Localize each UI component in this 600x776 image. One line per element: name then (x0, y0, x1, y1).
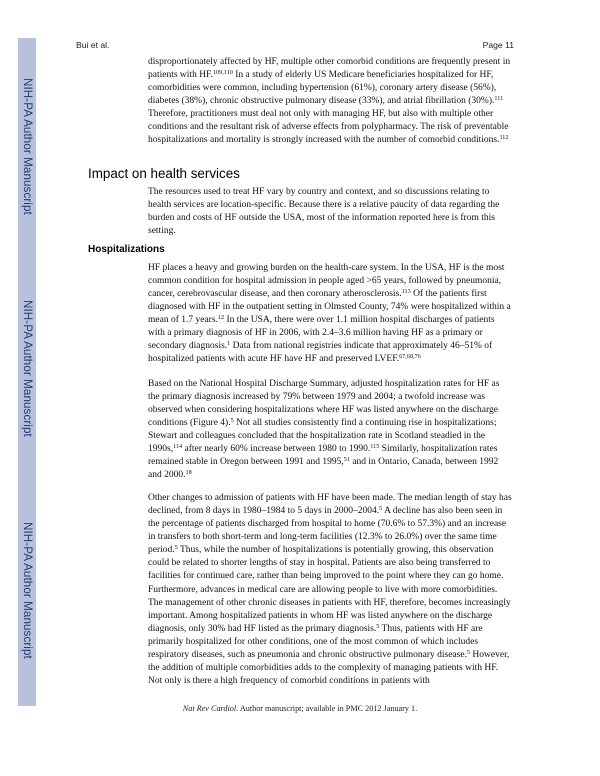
paragraph-comorbidities (148, 56, 512, 147)
paragraph-text (148, 56, 512, 147)
citation-superscript: 114 (173, 443, 183, 450)
text-run: Not all studies consistently find a continuing rise in hospitalizations; Stewart and colleagues concluded that the hospitalization rate in Scotland steadied in the 1990s, (148, 418, 497, 454)
text-run: Thus, patients with HF are primarily hospitalized for other conditions, one of the most common of which includes respiratory diseases, such as pneumonia and chronic obstructive pulmonary disease. (148, 624, 483, 660)
text-run: and in Ontario, Canada, between 1992 and 2000. (148, 457, 499, 480)
citation-superscript: 5 (376, 623, 380, 630)
text-run: Other changes to admission of patients with HF have been made. The median length of stay has declined, from 8 days in 1980–1984 to 5 days in 2000–2004. (148, 493, 512, 516)
sidebar-label-3: NIH-PA Author Manuscript (21, 522, 34, 659)
paragraph-comorbidities-advances (148, 584, 512, 688)
paragraph-text (148, 378, 512, 482)
text-run: In the USA, there were over 1.1 million hospital discharges of patients with a primary diagnosis of HF in 2006, with 2.4–3.6 million having HF as a primary or secondary diagnosis. (148, 315, 495, 351)
citation-superscript: 111 (494, 95, 504, 102)
citation-superscript: 109,110 (212, 69, 233, 76)
text-run: disproportionately affected by HF, multiple other comorbid conditions are frequently present in patients with HF. (148, 57, 511, 80)
nih-pa-sidebar (18, 38, 36, 706)
text-run: Of the patients first diagnosed with HF in the outpatient setting in Olmsted County, 74% were hospitalized within a mean of 1.7 years. (148, 289, 511, 325)
text-run: However, the addition of multiple comorbidities adds to the complexity of managing patients with HF. Not only is there a high frequency of comorbid conditions in patients with (148, 650, 510, 686)
footer-journal: Nat Rev Cardiol (182, 704, 237, 713)
running-header-author: Bui et al. (76, 40, 110, 50)
paragraph-text (148, 492, 512, 583)
text-run: HF places a heavy and growing burden on the health-care system. In the USA, HF is the most common condition for hospital admission in people aged >65 years, followed by pneumonia, cancer, cerebrovascular disease, and then coronary atherosclerosis. (148, 263, 505, 299)
footer-availability: . Author manuscript; available in PMC 2012 January 1. (236, 704, 418, 713)
text-run: The resources used to treat HF vary by country and context, and so discussions relating to health services are location-specific. Because there is a relative paucity of data regarding the burden and costs of HF outside the USA, most of the information reported here is from this setting. (148, 187, 500, 236)
paragraph-burden (148, 262, 512, 366)
citation-superscript: 5 (466, 649, 471, 656)
citation-superscript: 12 (217, 314, 225, 321)
text-run: after nearly 60% increase between 1980 to 1990. (182, 444, 371, 454)
paragraph-text (148, 262, 512, 366)
paragraph-length-of-stay (148, 492, 512, 583)
sidebar-label-1: NIH-PA Author Manuscript (21, 78, 34, 215)
text-run: Therefore, practitioners must deal not only with managing HF, but also with multiple other conditions and the resultant risk of adverse effects from polypharmacy. The risk of preventable hospitalizations and mortality is strongly increased with the number of comorbid conditions. (148, 109, 509, 145)
text-run: Based on the National Hospital Discharge Summary, adjusted hospitalization rates for HF as the primary diagnosis increased by 79% between 1979 and 2004; a twofold increase was observed when considering hospitalizations where HF was listed anywhere on the discharge conditions (Figure 4). (148, 379, 500, 428)
subsection-heading-hospitalizations: Hospitalizations (88, 244, 165, 255)
page-number: Page 11 (482, 40, 514, 50)
citation-superscript: 5 (230, 417, 234, 424)
sidebar-label-2: NIH-PA Author Manuscript (21, 300, 34, 437)
paragraph-discharge-summary (148, 378, 512, 482)
citation-superscript: 67,68,76 (399, 353, 421, 360)
citation-superscript: 1 (227, 340, 231, 347)
citation-superscript: 5 (379, 505, 383, 512)
citation-superscript: 115 (370, 443, 380, 450)
text-run: Furthermore, advances in medical care are allowing people to live with more comorbidities. The management of other chronic diseases in patients with HF, therefore, becomes increasingly important. Among hospitalized patients in whom HF was listed anywhere on the discharge diagnosis, only 30% had HF listed as the primary diagnosis. (148, 585, 511, 634)
paragraph-text (148, 584, 512, 688)
text-run: Data from national registries indicate that approximately 46–51% of hospitalized patients with acute HF have HF and preserved LVEF. (148, 341, 493, 364)
text-run: A decline has also been seen in the percentage of patients discharged from hospital to home (70.6% to 57.3%) and an increase in transfers to both short-term and long-term facilities (12.3% to 26.0%) over the same time period. (148, 506, 507, 555)
citation-superscript: 113 (401, 288, 411, 295)
text-run: Similarly, hospitalization rates remained stable in Oregon between 1991 and 1995, (148, 444, 498, 467)
text-run: In a study of elderly US Medicare beneficiaries hospitalized for HF, comorbidities were common, including hypertension (61%), coronary artery disease (56%), diabetes (38%), chronic obstructive pulmonary disease (33%), and atrial fibrillation (30%). (148, 70, 497, 106)
section-heading-impact: Impact on health services (88, 166, 240, 181)
paragraph-resources (148, 186, 512, 238)
citation-superscript: 5 (174, 544, 178, 551)
paragraph-text (148, 186, 512, 238)
citation-superscript: 18 (185, 469, 192, 476)
text-run: Thus, while the number of hospitalizations is potentially growing, this observation could be related to shorter lengths of stay in hospital. Patients are also being transferred to facilities for continued care, rather than being improved to the point where they can go home. (148, 545, 504, 581)
citation-superscript: 51 (343, 456, 350, 463)
citation-superscript: 112 (499, 134, 509, 141)
page-footer (0, 704, 600, 713)
